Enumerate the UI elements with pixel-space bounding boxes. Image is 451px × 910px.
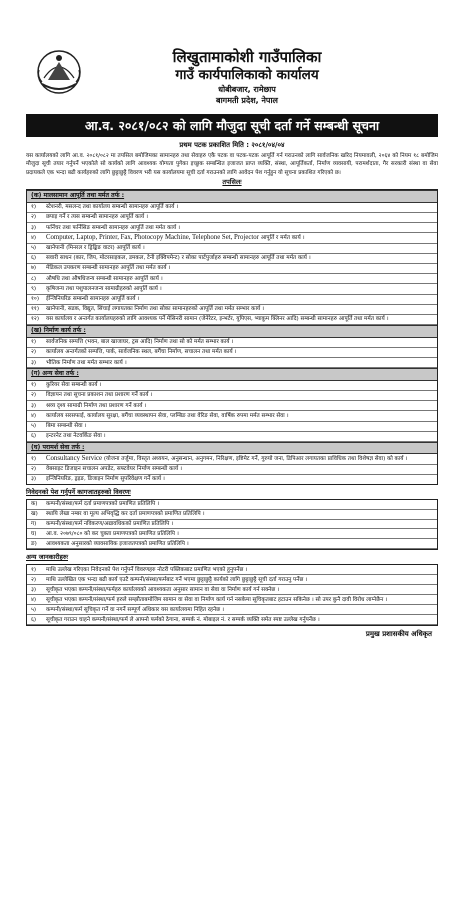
item-text bbox=[46, 285, 433, 293]
item-text-body: सवारी साधन (कार, जिप, मोटरसाइकल, डमकल, टेनी इक्विपमेन्ट) र सोका पार्टपुर्जाहरु सम्बन्धी सामानहरु आपूर्ति तथा मर्मत कार्य । bbox=[46, 255, 311, 262]
list-item bbox=[27, 264, 437, 274]
note-number: ५) bbox=[31, 606, 37, 613]
item-number: ४) bbox=[31, 234, 37, 241]
document-item bbox=[27, 500, 437, 510]
schedule-label: तपसिलः bbox=[222, 178, 242, 187]
notice-title-banner: आ.व. २०८१/०८२ को लागि मौजुदा सूची दर्ता गर्ने सम्बन्धी सूचना bbox=[26, 114, 438, 137]
item-text-body: भौतिक निर्माण तथा मर्मत सम्भार कार्य । bbox=[46, 359, 127, 366]
list-item bbox=[27, 305, 437, 315]
item-text bbox=[46, 402, 433, 410]
list-item bbox=[27, 401, 437, 411]
document-text: आ.व. २०७९/०८० को कर चुक्ता प्रमाणपत्रको प्रमाणित प्रतिलिपि । bbox=[46, 530, 179, 537]
item-number: ३) bbox=[31, 476, 37, 483]
list-item bbox=[27, 284, 437, 294]
list-item bbox=[27, 475, 437, 484]
item-text bbox=[46, 422, 433, 430]
document-item bbox=[27, 520, 437, 530]
item-text-body: ईन्जिनियरिङ सम्बन्धी सामानहरु आपूर्ति कार्य । bbox=[46, 296, 140, 303]
item-text bbox=[46, 338, 433, 346]
item-text bbox=[46, 275, 433, 283]
item-text bbox=[46, 455, 433, 463]
document-item bbox=[27, 529, 437, 539]
list-item bbox=[27, 381, 437, 391]
item-number: ३) bbox=[31, 402, 37, 409]
list-item bbox=[27, 358, 437, 368]
section-heading-text: (ग) अन्य सेवा तर्फ : bbox=[31, 370, 79, 378]
office-name: गाउँ कार्यपालिकाको कार्यालय bbox=[175, 67, 319, 83]
item-number: २) bbox=[31, 392, 37, 399]
item-text-body: खानेपानी (मिनरल र ड्रिङ्किङ वाटर) आपूर्ति कार्य । bbox=[46, 245, 145, 252]
item-text bbox=[46, 359, 433, 367]
item-number: ६) bbox=[31, 255, 37, 262]
document-item bbox=[27, 510, 437, 520]
list-item bbox=[27, 223, 437, 233]
item-text bbox=[46, 254, 433, 262]
item-text bbox=[46, 432, 433, 440]
document-number: क) bbox=[31, 501, 38, 508]
item-text bbox=[46, 391, 433, 399]
item-number: २) bbox=[31, 466, 37, 473]
item-number: २) bbox=[31, 214, 37, 221]
item-text-body: कुरियर सेवा सम्बन्धी कार्य । bbox=[46, 382, 102, 389]
document-number: ग) bbox=[31, 520, 37, 527]
item-number: ३) bbox=[31, 359, 37, 366]
intro-paragraph: यस कार्यालयको लागि आ.व. २०८१/०८२ मा तपसिल बमोजिमका सामानहरु तथा सेवाहरु एकै पटक वा पटक-पटक आपूर्ति गर्न गराउनको लागि सार्वजनिक खरिद नियमावली, २०६४ को नियम १८ बमोजिम मौजुदा सूची तयार गर्नुपर्ने भएकोले सो कार्यको लागि आवश्यक योग्यता पुगेका इच्छुक सम्बन्धित इजाजत प्राप्त व्यक्ति, संस्था, आपूर्तिकर्ता, निर्माण व्यवसायी, परामर्शदाता, गैर सरकारी संस्था वा सेवा प्रदायकले एक भन्दा बढी कार्यहरुको लागि छुट्टाछुट्टै विवरण भरी यस कार्यालयमा सूची दर्ता गराउनको लागि आवेदन पेश गर्नुहुन यो सूचना प्रकाशित गरिएको छ। bbox=[26, 153, 438, 176]
list-item bbox=[27, 422, 437, 432]
note-item bbox=[27, 615, 437, 625]
item-text bbox=[46, 244, 433, 252]
item-number: ३) bbox=[31, 224, 37, 231]
address-line-1: धोबीबजार, रामेछाप bbox=[218, 85, 276, 94]
item-text bbox=[46, 224, 433, 232]
signoff: प्रमुख प्रशासकीय अधिकृत bbox=[365, 630, 432, 639]
document-text: कम्पनी/संस्था/फर्म दर्ता प्रमाणपत्रको प्रमाणित प्रतिलिपि । bbox=[46, 501, 160, 508]
item-number: ११) bbox=[31, 306, 39, 313]
item-number: १) bbox=[31, 382, 37, 389]
item-number: ७) bbox=[31, 265, 37, 272]
notice-header bbox=[26, 48, 438, 114]
item-number: ५) bbox=[31, 423, 37, 430]
document-number: ख) bbox=[31, 511, 38, 518]
item-text bbox=[46, 381, 433, 389]
note-text: सूचीकृत भएका कम्पनी/संस्था/फर्महरु कार्यालयको आवश्यकता अनुसार सामान वा सेवा वा निर्माण कार्य गर्न सक्नेछ । bbox=[46, 586, 280, 593]
list-item bbox=[27, 203, 437, 213]
note-number: १) bbox=[31, 566, 37, 573]
item-text-body: वेबसाइट डिजाइन सचालन अपडेट, सफ्टवेयर निर्माण सम्बन्धी कार्य । bbox=[46, 466, 182, 473]
note-text: माथि उल्लेख गरिएका निवेदनको पेश गर्नुपर्ने विवरणहरु नोटरी पब्लिकबाट प्रमाणित भएको हुनुपर्नेछ । bbox=[46, 566, 248, 573]
list-item bbox=[27, 315, 437, 325]
list-item bbox=[27, 391, 437, 401]
item-text-body: खानेपानी, सडक, विद्युत, सिंचाई लगायतका निर्माण तथा सोका सामानहरुको आपूर्ति तथा मर्मत सम्भार कार्य । bbox=[46, 306, 265, 313]
note-text: माथि उल्लेखित एक भन्दा बढी कार्य एउटै कम्पनी/संस्था/फर्मबाट गर्ने भएमा छुट्टाछुट्टै कार्यको लागि छुट्टाछुट्टै सूची दर्ता गराउनु पर्नेछ । bbox=[46, 576, 308, 583]
sections-container bbox=[27, 190, 437, 484]
document-number: घ) bbox=[31, 530, 37, 537]
section-heading bbox=[27, 368, 437, 381]
item-text-body: सार्वजनिक सम्पत्ति (भवन, बाल खाजाघर, ट्रस आदि) निर्माण तथा सो को मर्मत सम्भार कार्य । bbox=[46, 339, 234, 346]
note-text: कम्पनी/संस्था/फर्म सूचिकृत गर्ने वा नगर्ने सम्पूर्ण अधिकार यस कार्यालयमा निहित रहनेछ । bbox=[46, 606, 224, 613]
note-number: ३) bbox=[31, 586, 37, 593]
list-item bbox=[27, 432, 437, 442]
address-line-2: बागमती प्रदेश, नेपाल bbox=[216, 96, 278, 105]
note-number: ४) bbox=[31, 596, 37, 603]
note-text: सूचीकृत गराउन चाहने कम्पनी/संस्था/फर्म ले आफ्नो फर्मको ठेगाना, सम्पर्क नं. मोबाइल नं. र सम्पर्क व्यक्ति समेत स्पष्ट उल्लेख गर्नुपर्नेछ । bbox=[46, 616, 320, 623]
publication-date: प्रथम पटक प्रकाशित मिति : २०८१/०४/०४ bbox=[179, 141, 285, 149]
item-number: ९) bbox=[31, 285, 37, 292]
documents-heading: निवेदनको पेश गर्नुपर्ने कागजातहरुको विवरणः bbox=[26, 488, 131, 497]
section-heading-text: (घ) परामर्श सेवा तर्फ : bbox=[31, 443, 85, 451]
item-number: १२) bbox=[31, 316, 39, 323]
nepal-emblem-icon bbox=[34, 48, 84, 96]
section-heading-text: (ख) निर्माण कार्य तर्फ : bbox=[31, 327, 86, 335]
note-number: ६) bbox=[31, 616, 37, 623]
item-text-body: श्रव्य दृश्य सामाग्री निर्माण तथा प्रशारण गर्ने कार्य । bbox=[46, 402, 147, 409]
document-text: कम्पनी/संस्था/फर्म नविकरण/अद्यावधिकको प्रमाणित प्रतिलिपि । bbox=[46, 520, 174, 527]
item-number: २) bbox=[31, 349, 37, 356]
item-text bbox=[46, 203, 433, 211]
item-text bbox=[46, 295, 433, 303]
item-text-latin: Computer, Laptop, Printer, Fax, Photocopy Machine, Telephone Set, Projector bbox=[46, 233, 259, 241]
document-text: स्थायि लेखा नम्बर वा मूल्य अभिवृद्धि कर दर्ता प्रमाणपत्रको प्रमाणित प्रतिलिपि । bbox=[46, 511, 205, 518]
list-item bbox=[27, 274, 437, 284]
note-item bbox=[27, 595, 437, 605]
documents-list bbox=[26, 499, 438, 550]
item-text-body: औषधि तथा औषधिजन्य सम्बन्धी सामानहरु आपूर्ति कार्य । bbox=[46, 275, 163, 282]
document-item bbox=[27, 539, 437, 549]
item-text bbox=[46, 264, 433, 272]
note-text: सूचीकृत भएका कम्पनी/संस्था/फर्म हरुले सम्झौताबमोजिम सामान वा सेवा वा निर्माण कार्य गर्न नसकेमा सूचिकृतबाट हटाउन सकिनेछ । सो उपर कुनै दावी विरोध लाग्नेछैन । bbox=[46, 596, 388, 603]
list-item bbox=[27, 213, 437, 223]
note-item bbox=[27, 565, 437, 575]
list-item bbox=[27, 454, 437, 464]
list-item bbox=[27, 338, 437, 348]
list-item bbox=[27, 348, 437, 358]
item-text-body: यस कार्यालय र अन्तर्गत कार्यालयहरुको लागि आवश्यक पर्ने मेसिनरी सामान (जेनेरेटर, इन्भर्टर, युपिएस, भ्याकुम क्लिनर आदि) सम्बन्धी सामानहरु आपूर्ति तथा मर्मत कार्य । bbox=[46, 316, 389, 323]
item-text-body: कार्यालय सरसफाई, कार्यालय सुरक्षा, बगैंचा व्यवस्थापन सेवा, प्लम्बिङ तथा वेरिङ सेवा, वार्षिक रुपमा मर्मत सम्भार सेवा । bbox=[46, 412, 289, 419]
notes-list bbox=[26, 564, 438, 626]
item-text-body: छपाइ गर्ने र त्यस सम्बन्धी सामानहरु आपूर्ति कार्य । bbox=[46, 214, 149, 221]
item-number: १) bbox=[31, 339, 37, 346]
org-name: लिखुतामाकोशी गाउँपालिका bbox=[172, 48, 322, 66]
item-number: १०) bbox=[31, 296, 39, 303]
item-number: १) bbox=[31, 455, 37, 462]
item-number: ८) bbox=[31, 275, 37, 282]
item-text-body: कार्यालय अन्तर्गतको सम्पत्ति, पार्क, सार्वजनिक स्थल, बगैंचा निर्माण, सचालन तथा मर्मत कार्य । bbox=[46, 349, 237, 356]
item-number: ४) bbox=[31, 412, 37, 419]
list-item bbox=[27, 411, 437, 421]
list-item bbox=[27, 465, 437, 475]
section-heading bbox=[27, 325, 437, 338]
item-number: १) bbox=[31, 204, 37, 211]
schedule-table bbox=[26, 189, 438, 485]
note-item bbox=[27, 575, 437, 585]
list-item bbox=[27, 295, 437, 305]
item-text bbox=[46, 465, 433, 473]
section-heading-text: (क) मालसामान आपूर्ति तथा मर्मत तर्फ : bbox=[31, 192, 125, 200]
note-item bbox=[27, 605, 437, 615]
item-number: ६) bbox=[31, 433, 37, 440]
list-item bbox=[27, 244, 437, 254]
item-text bbox=[46, 348, 433, 356]
section-heading bbox=[27, 190, 437, 203]
item-text-body: बिमा सम्बन्धी सेवा । bbox=[46, 423, 87, 430]
notes-heading: अन्य जानकारीहरुः bbox=[26, 553, 68, 562]
item-text-body: (योजना तर्जुमा, विस्तृत अध्ययन, अनुसन्धान, अनुगमन, निरिक्षण, इष्टिमेट गर्ने, गुरुयो जना, डिपिआर लगायतका प्राविधिक तथा विशेषज्ञ सेवा) को कार्य । bbox=[102, 455, 408, 462]
item-text-body: फर्निचर तथा फर्निसिङ सम्बन्धी सामानहरु आपूर्ति तथा मर्मत कार्य । bbox=[46, 224, 180, 231]
item-text-body: कृषिजन्य तथा पशुपालनजन्य सामाग्रीहरुको आपूर्ति कार्य । bbox=[46, 285, 162, 292]
item-text bbox=[46, 315, 433, 323]
item-text-body: आपूर्ति र मर्मत कार्य । bbox=[258, 234, 305, 241]
document-number: ङ) bbox=[31, 540, 37, 547]
notice-page bbox=[26, 48, 438, 639]
item-text-body: विज्ञापन तथा सूचना प्रकाशन तथा प्रशारण गर्ने कार्य । bbox=[46, 392, 153, 399]
item-number: ५) bbox=[31, 245, 37, 252]
item-text-body: इन्जिनियरिङ, ड्रइङ, डिजाइन निर्माण सुपरिवेक्षण गर्ने कार्य । bbox=[46, 476, 165, 483]
note-number: २) bbox=[31, 576, 37, 583]
item-text-body: मेडिकल उपकरण सम्बन्धी सामानहरु आपूर्ति तथा मर्मत कार्य । bbox=[46, 265, 171, 272]
section-heading bbox=[27, 442, 437, 455]
note-item bbox=[27, 585, 437, 595]
item-text-body: स्टेशनरी, मसलन्द तथा कार्यालय सम्बन्धी सामानहरु आपूर्ति कार्य । bbox=[46, 204, 179, 211]
item-text bbox=[46, 213, 433, 221]
list-item bbox=[27, 233, 437, 243]
item-text bbox=[46, 412, 433, 420]
list-item bbox=[27, 254, 437, 264]
document-text: आवश्यकता अनुसारको व्यावसायिक इजाजतपत्रको प्रमाणित प्रतिलिपि । bbox=[46, 540, 189, 547]
item-text bbox=[46, 305, 433, 313]
item-text-body: इन्टरनेट तथा नेटवर्किङ सेवा । bbox=[46, 433, 106, 440]
item-text bbox=[46, 234, 433, 242]
item-text-latin: Consultancy Service bbox=[46, 454, 103, 462]
item-text bbox=[46, 475, 433, 483]
